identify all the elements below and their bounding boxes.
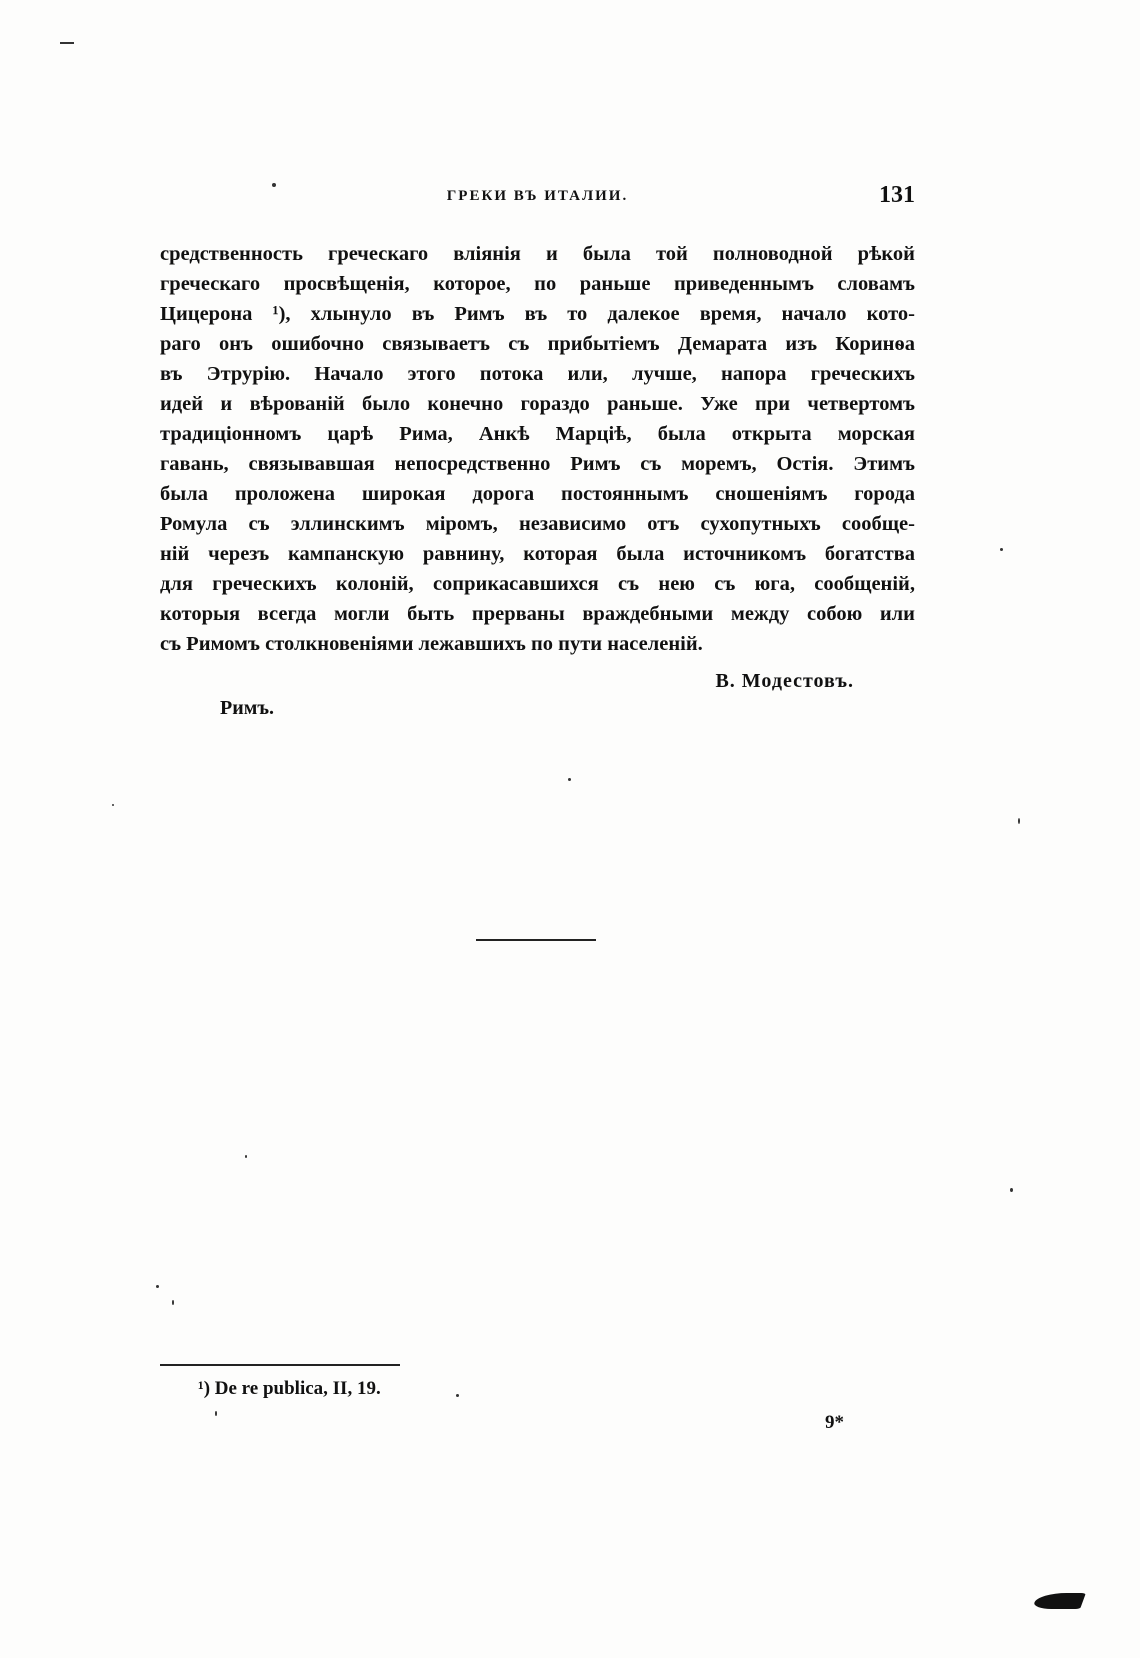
text-line: традиціонномъ царѣ Рима, Анкѣ Марціѣ, была открыта морская <box>160 423 915 445</box>
text-line: раго онъ ошибочно связываетъ съ прибытіемъ Демарата изъ Коринѳа <box>160 333 915 355</box>
scan-speck <box>1000 548 1003 551</box>
text-line: была проложена широкая дорога постояннымъ сношеніямъ города <box>160 483 915 505</box>
scan-speck <box>1018 818 1020 824</box>
edge-blot <box>1032 1593 1086 1609</box>
page-number: 131 <box>879 182 915 208</box>
text-line: Цицерона ¹), хлынуло въ Римъ въ то далекое время, начало кото- <box>160 303 915 325</box>
footnote-text: De re publica, II, 19. <box>214 1378 381 1399</box>
footnote-marker: ¹) <box>198 1378 211 1399</box>
scan-speck <box>60 42 74 44</box>
text-line: ній черезъ кампанскую равнину, которая была источникомъ богатства <box>160 543 915 565</box>
scan-speck <box>1010 1188 1013 1192</box>
place-name: Римъ. <box>220 697 275 719</box>
author-signature: В. Модестовъ. <box>715 670 854 692</box>
text-line: которыя всегда могли быть прерваны враждебными между собою или <box>160 603 915 625</box>
text-line: для греческихъ колоній, соприкасавшихся съ нею съ юга, сообщеній, <box>160 573 915 595</box>
footnote <box>198 1378 381 1400</box>
text-line: Ромула съ эллинскимъ міромъ, независимо отъ сухопутныхъ сообще- <box>160 513 915 535</box>
running-title: ГРЕКИ ВЪ ИТАЛИИ. <box>446 188 629 204</box>
scan-speck <box>272 183 276 187</box>
body-paragraph <box>160 239 915 659</box>
text-line: греческаго просвѣщенія, которое, по раньше приведеннымъ словамъ <box>160 273 915 295</box>
scan-speck <box>172 1300 174 1305</box>
scan-speck <box>456 1394 459 1397</box>
scan-speck <box>112 804 114 806</box>
scan-speck <box>156 1285 159 1288</box>
scan-speck <box>245 1155 247 1158</box>
text-line: гавань, связывавшая непосредственно Римъ съ моремъ, Остія. Этимъ <box>160 453 915 475</box>
text-line: въ Этрурію. Начало этого потока или, лучше, напора греческихъ <box>160 363 915 385</box>
text-line: съ Римомъ столкновеніями лежавшихъ по пути населеній. <box>160 633 703 655</box>
scan-speck <box>568 778 571 781</box>
scan-speck <box>215 1411 217 1416</box>
text-line: идей и вѣрованій было конечно гораздо раньше. Уже при четвертомъ <box>160 393 915 415</box>
footnote-divider <box>160 1364 400 1366</box>
printer-signature-mark: 9* <box>825 1412 844 1433</box>
section-divider <box>476 939 596 941</box>
text-line: средственность греческаго вліянія и была той полноводной рѣкой <box>160 243 915 265</box>
